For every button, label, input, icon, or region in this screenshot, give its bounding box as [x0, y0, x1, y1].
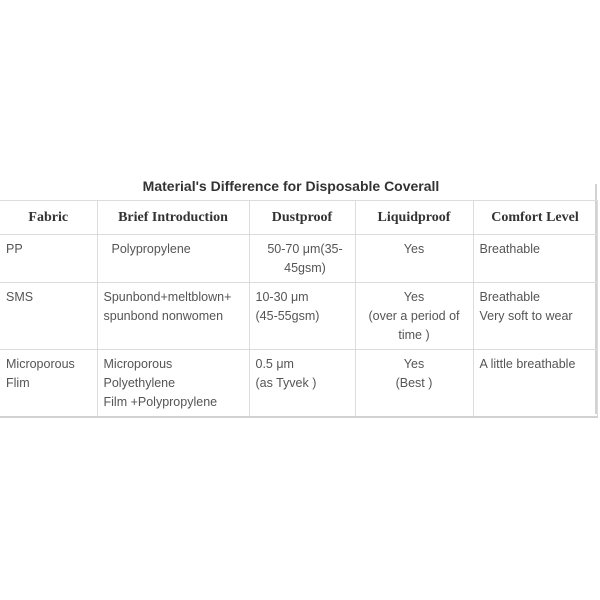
cell-brief-introduction: Microporous Polyethylene Film +Polypropylene [97, 350, 249, 418]
cell-fabric: SMS [0, 283, 97, 350]
table-header-row [0, 201, 597, 235]
cell-fabric: PP [0, 235, 97, 283]
cell-comfort-level: A little breathable [473, 350, 597, 418]
header-brief-introduction: Brief Introduction [97, 201, 249, 235]
cell-dustproof: 10-30 μm (45-55gsm) [249, 283, 355, 350]
cell-dustproof: 0.5 μm (as Tyvek ) [249, 350, 355, 418]
cell-comfort-level: Breathable Very soft to wear [473, 283, 597, 350]
table-row [0, 235, 597, 283]
cell-brief-introduction: Polypropylene [97, 235, 249, 283]
header-comfort-level: Comfort Level [473, 201, 597, 235]
cell-dustproof: 50-70 μm(35- 45gsm) [249, 235, 355, 283]
table-row [0, 350, 597, 418]
cell-brief-introduction: Spunbond+meltblown+ spunbond nonwomen [97, 283, 249, 350]
material-comparison-table [0, 200, 598, 418]
header-liquidproof: Liquidproof [355, 201, 473, 235]
header-fabric: Fabric [0, 201, 97, 235]
table-caption: Material's Difference for Disposable Coverall [142, 178, 440, 194]
cell-fabric: Microporous Flim [0, 350, 97, 418]
table-row [0, 283, 597, 350]
cell-liquidproof: Yes [355, 235, 473, 283]
cell-liquidproof: Yes (Best ) [355, 350, 473, 418]
cell-liquidproof: Yes (over a period of time ) [355, 283, 473, 350]
header-dustproof: Dustproof [249, 201, 355, 235]
cell-comfort-level: Breathable [473, 235, 597, 283]
